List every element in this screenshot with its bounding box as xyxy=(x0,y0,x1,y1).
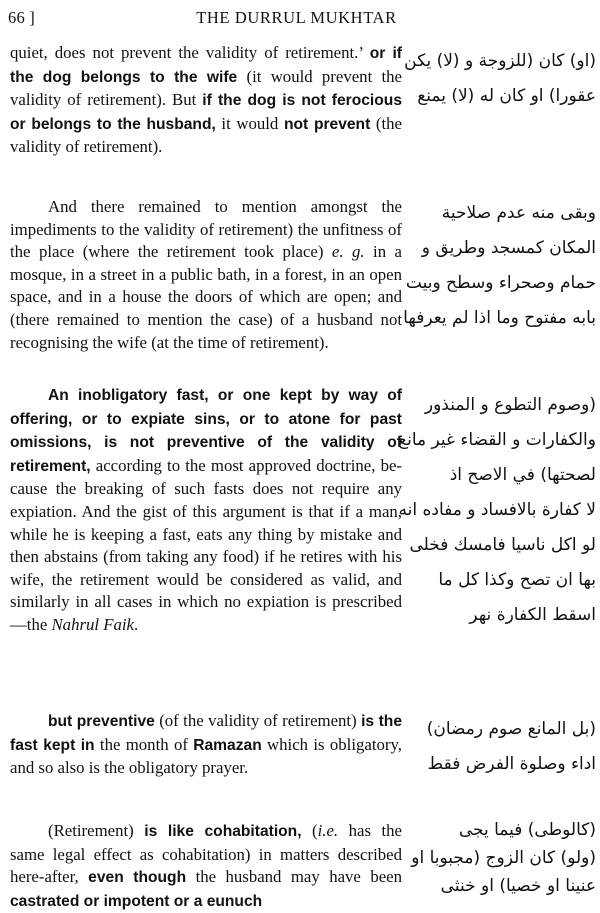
italic-text-run: i.e. xyxy=(317,821,339,840)
arabic-line: حمام وصحراء وسطح وبيت xyxy=(405,273,596,293)
arabic-text xyxy=(403,196,596,336)
english-paragraph xyxy=(10,196,402,354)
text-run: (of the validity of retirement) xyxy=(154,711,362,730)
english-text xyxy=(10,710,402,780)
text-run: in a mosque, in a street in a public bath, in a forest, in an open space, and in a house the doors of which are open; and (there remained to mention the case) of a husband not recognising the wife (at the time of retirement). xyxy=(10,242,402,352)
text-run: And there remained to mention amongst the impediments to the validity of retirement) the unfitness of the place (where the retirement took place) xyxy=(10,197,402,262)
arabic-line: لا كفارة بالافساد و مفاده انه xyxy=(398,500,596,520)
arabic-line: عقورا) او كان له (لا) يمنع xyxy=(417,86,596,106)
bold-text-run: An inobligatory fast, or one kept by way of offering, or to expiate sins, or to atone for past omissions, is not preventive of the validity of retirement, xyxy=(10,387,402,475)
text-run: the month of xyxy=(94,734,194,754)
running-title: THE DURRUL MUKHTAR xyxy=(196,8,397,27)
arabic-line: (او) كان (للزوجة و (لا) يكن xyxy=(404,51,596,71)
arabic-line: والكفارات و القضاء غير مانع xyxy=(398,430,596,450)
english-paragraph xyxy=(10,710,402,780)
arabic-line: (كالوطى) فيما يجى xyxy=(458,820,596,840)
bold-text-run: not prevent xyxy=(283,115,371,133)
text-run: . xyxy=(134,614,139,634)
bold-text-run: even though xyxy=(88,869,187,887)
text-run: has the same legal effect as cohabitation) in matters described here-after, xyxy=(10,821,402,887)
italic-text-run: Nahrul Faik xyxy=(51,614,134,634)
italic-text-run: e. g. xyxy=(331,242,365,262)
english-text xyxy=(10,196,402,354)
text-run: it would xyxy=(215,113,284,133)
arabic-line: (بل المانع صوم رمضان) xyxy=(426,719,596,739)
arabic-line: (ولو) كان الزوج (مجبوبا او xyxy=(411,848,596,868)
text-run: ( xyxy=(301,821,318,840)
text-run: the husband may have been xyxy=(186,867,402,887)
english-text xyxy=(10,384,402,637)
bold-text-run: is like cohabitation, xyxy=(144,823,302,840)
arabic-line: بها ان تصح وكذا كل ما xyxy=(438,570,596,590)
bold-text-run: if the dog is not ferocious or belongs to the husband, xyxy=(10,92,402,133)
bold-text-run: or if the dog belongs to the wife xyxy=(10,45,403,86)
arabic-line: المكان كمسجد وطريق و xyxy=(421,238,596,258)
arabic-text xyxy=(410,712,596,782)
arabic-text xyxy=(404,44,596,114)
text-run: (Retirement) xyxy=(48,821,145,840)
arabic-text xyxy=(410,816,596,900)
arabic-line: اسقط الكفارة نهر xyxy=(469,605,596,625)
page-number: 66 ] xyxy=(8,8,35,27)
page-header xyxy=(8,6,592,30)
text-run: (the validity of retirement). xyxy=(10,113,402,157)
text-run: according to the most approved doctrine, because the breaking of such fasts does not require any expiation. And the gist of this argument is that if a man, while he is keeping a fast, eats any thing by mistake and then abstains (from taking any food) if he retires with his wife, the retirement would be considered as valid, and similarly in all cases in which no expiation is prescribed—the xyxy=(10,455,402,634)
english-text xyxy=(10,820,402,913)
english-paragraph xyxy=(10,42,402,159)
arabic-line: اداء وصلوة الفرض فقط xyxy=(427,754,596,774)
arabic-line: عنينا او خصيا) او خنثى xyxy=(440,876,596,896)
arabic-line: لو اكل ناسيا فامسك فخلى xyxy=(409,535,596,555)
bold-text-run: is the fast kept in xyxy=(10,713,402,754)
arabic-line: لصحتها) في الاصح اذ xyxy=(449,465,596,485)
bold-text-run: Ramazan xyxy=(193,736,262,754)
text-run: which is obligatory, and so also is the obligatory prayer. xyxy=(10,734,402,778)
bold-text-run: castrated or impotent or a eunuch xyxy=(10,892,263,910)
arabic-text xyxy=(398,388,596,633)
english-paragraph xyxy=(10,384,402,637)
bold-text-run: but preventive xyxy=(48,713,155,730)
english-paragraph xyxy=(10,820,402,913)
text-run: quiet, does not prevent the validity of retirement.’ xyxy=(10,43,370,62)
arabic-line: وبقى منه عدم صلاحية xyxy=(441,203,596,223)
arabic-line: بابه مفتوح وما اذا لم يعرفها xyxy=(403,308,596,328)
english-text xyxy=(10,42,402,159)
arabic-line: (وصوم التطوع و المنذور xyxy=(424,395,596,415)
text-run: (it would prevent the validity of retirement). But xyxy=(10,66,403,110)
